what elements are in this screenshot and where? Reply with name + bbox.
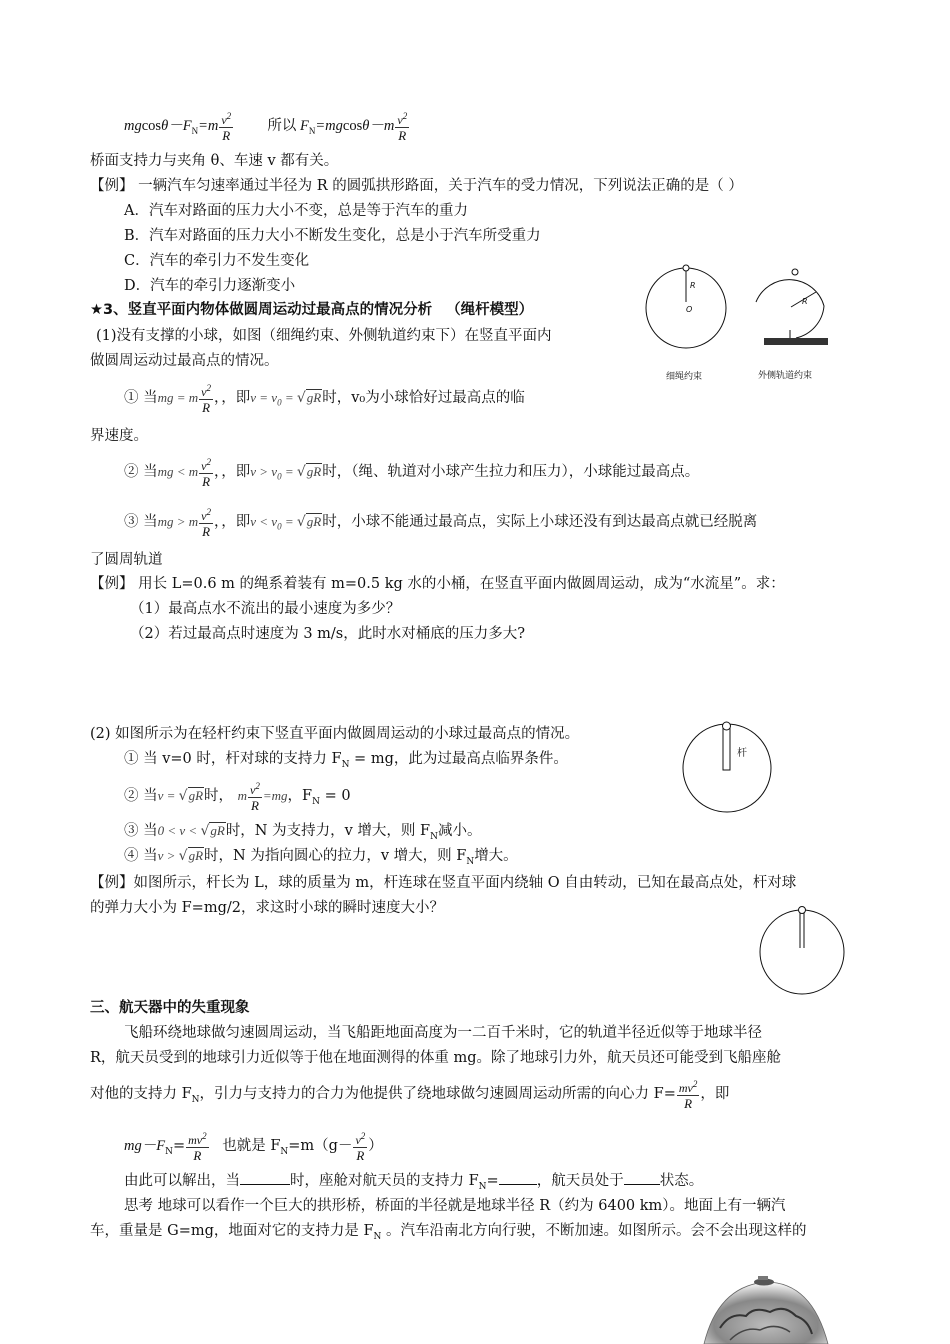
rod-case4: ④ 当v > √gR时，N 为指向圆心的拉力，v 增大，则 $F_N$增大。 [124, 848, 518, 867]
earth-image [700, 1268, 830, 1344]
so-text: 所以 [267, 118, 297, 134]
case1-cont: 界速度。 [90, 428, 148, 444]
example3-line2: 的弹力大小为 F=mg/2，求这时小球的瞬时速度大小？ [90, 900, 444, 916]
rope-caption: 细绳约束 [666, 372, 703, 382]
example1-question [90, 176, 743, 196]
conclusion-text: 桥面支持力与夹角 θ、车速 v 都有关。 [90, 153, 339, 169]
rod-case2: ② 当v = √gR时， m $\frac{v^2}{R}$ =mg，$F_N = 0$ [124, 780, 351, 813]
blank-force[interactable] [499, 1184, 537, 1185]
top-equation [124, 104, 410, 153]
space-heading: 三、航天器中的失重现象 [90, 1000, 250, 1016]
example-label: 【例】 [90, 576, 134, 592]
rod-case3: ③ 当0 < v < √gR时，N 为支持力，v 增大，则 $F_N$减小。 [124, 823, 482, 842]
fraction-v2-over-R: $\frac{v^2}{R}$ [221, 111, 232, 144]
rope-R-label: R [690, 281, 696, 290]
option-a: A．汽车对路面的压力大小不变，总是等于汽车的重力 [124, 203, 468, 219]
space-p4: 由此可以解出，当 时，座舱对航天员的支持力 $F_N=$ ，航天员处于 状态。 [124, 1173, 704, 1192]
track-R-label: R [802, 297, 808, 306]
example1-text: 一辆汽车匀速率通过半径为 R 的圆弧拱形路面，关于汽车的受力情况，下列说法正确的是（ ） [138, 178, 743, 194]
case3-cont: 了圆周轨道 [90, 552, 163, 568]
example-label: 【例】 [90, 178, 134, 194]
section3-intro-2: 做圆周运动过最高点的情况。 [90, 353, 279, 369]
rod-figure [680, 718, 780, 818]
section3-intro-1: (1)没有支撑的小球，如图（细绳约束、外侧轨道约束下）在竖直平面内 [96, 328, 552, 344]
fraction-v2-over-R-right: $\frac{v^2}{R}$ [397, 111, 408, 144]
track-caption: 外侧轨道约束 [758, 371, 813, 381]
section3-tag: （绳杆模型） [446, 302, 534, 318]
rope-track-figure [640, 262, 840, 392]
rod-label: 杆 [737, 748, 747, 759]
eq-right: $F_N=mgcos\theta-m$ [300, 118, 395, 136]
case3: ③ 当mg > m $\frac{v^2}{R}$ ，，即$v < v_0 = √gR$时，小球不能通过最高点，实际上小球还没有到达最高点就已经脱离 [124, 506, 758, 539]
rod-case1: ① 当 v=0 时，杆对球的支持力 $F_N$ = mg，此为过最高点临界条件。 [124, 751, 568, 770]
example-label: 【例】 [90, 875, 134, 891]
eq-left: $mgcos\theta-F_N=m$ [124, 118, 219, 136]
example-ball [799, 907, 806, 914]
rope-ball [683, 265, 689, 271]
example2-q1: （1）最高点水不流出的最小速度为多少？ [130, 601, 401, 617]
option-b: B．汽车对路面的压力大小不断发生变化，总是小于汽车所受重力 [124, 228, 541, 244]
blank-condition[interactable] [240, 1184, 290, 1185]
rod-intro: (2) 如图所示为在轻杆约束下竖直平面内做圆周运动的小球过最高点的情况。 [90, 726, 580, 742]
space-p1: 飞船环绕地球做匀速圆周运动，当飞船距地面高度为一二百千米时，它的轨道半径近似等于地球半径 [124, 1025, 762, 1041]
space-equation: $mg-F_N=$ $\frac{mv^2}{R}$ 也就是 $F_N=m(g-$ $\frac{v^2}{R}$ ） [124, 1130, 383, 1163]
example-circle [760, 910, 844, 994]
section3-title: ★3、竖直平面内物体做圆周运动过最高点的情况分析 （绳杆模型） [90, 302, 534, 318]
track-ball [792, 269, 798, 275]
rod-example-figure [756, 902, 856, 1002]
space-p2: R，航天员受到的地球引力近似等于他在地面测得的体重 mg。除了地球引力外，航天员还可能受到飞船座舱 [90, 1050, 782, 1066]
space-p3: 对他的支持力 $F_N$，引力与支持力的合力为他提供了绕地球做匀速圆周运动所需的向心力 F= $\frac{mv^2}{R}$ ，即 [90, 1078, 730, 1111]
option-d: D．汽车的牵引力逐渐变小 [124, 278, 296, 294]
track-base [764, 338, 828, 345]
think-1: 思考 地球可以看作一个巨大的拱形桥，桥面的半径就是地球半径 R（约为 6400 km）。地面上有一辆汽 [124, 1198, 786, 1214]
option-c: C．汽车的牵引力不发生变化 [124, 253, 310, 269]
think-2: 车，重量是 G=mg，地面对它的支持力是 $F_N$ 。汽车沿南北方向行驶，不断加速。如图所示。会不会出现这样的 [90, 1223, 807, 1242]
example2-question: 【例】 用长 L=0.6 m 的绳系着装有 m=0.5 kg 水的小桶，在竖直平面内做圆周运动，成为“水流星”。求： [90, 576, 785, 592]
rod-ball [723, 722, 731, 730]
example2-q2: （2）若过最高点时速度为 3 m/s，此时水对桶底的压力多大? [130, 626, 526, 642]
earth-globe [704, 1282, 828, 1344]
track-arc [756, 280, 824, 338]
case2: ② 当mg < m $\frac{v^2}{R}$ ，，即$v > v_0 = √gR$时，（绳、轨道对小球产生拉力和压力），小球能过最高点。 [124, 456, 700, 489]
rod-bar [723, 728, 730, 770]
example3-line1: 【例】如图所示，杆长为 L，球的质量为 m，杆连球在竖直平面内绕轴 O 自由转动，已知在最高点处，杆对球 [90, 875, 797, 891]
case1: ① 当mg = m $\frac{v^2}{R}$ ，，即$v = v_0 = √gR$时，v₀为小球恰好过最高点的临 [124, 382, 525, 415]
rope-O-label: O [686, 305, 693, 314]
blank-state[interactable] [624, 1184, 660, 1185]
